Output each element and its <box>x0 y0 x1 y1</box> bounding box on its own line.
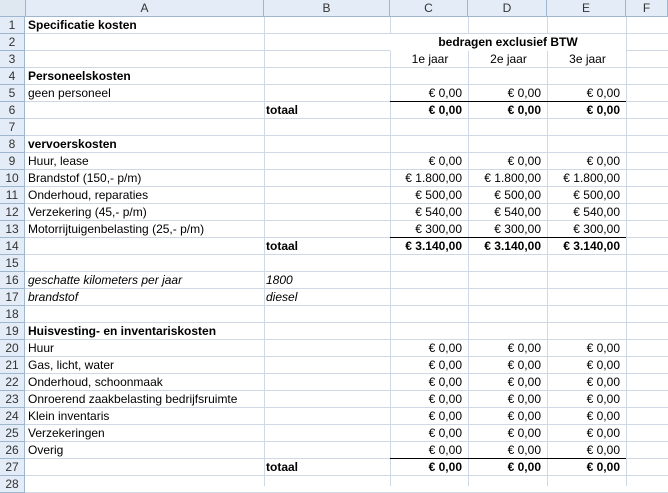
cell-c26[interactable]: € 0,00 <box>428 443 462 457</box>
sheet-row <box>0 221 668 238</box>
sheet-row <box>0 408 668 425</box>
sheet-row <box>0 323 668 340</box>
row-header[interactable]: 7 <box>0 119 25 136</box>
cell-c5[interactable]: € 0,00 <box>428 86 462 100</box>
cell-d26[interactable]: € 0,00 <box>507 443 541 457</box>
cell-e25[interactable]: € 0,00 <box>586 426 620 440</box>
column-header-c[interactable]: C <box>390 0 468 16</box>
row-header[interactable]: 5 <box>0 85 25 102</box>
cell-e22[interactable]: € 0,00 <box>586 375 620 389</box>
cell-a17[interactable]: brandstof <box>28 290 79 304</box>
cell-b16[interactable]: 1800 <box>266 273 293 287</box>
row-header[interactable]: 3 <box>0 51 25 68</box>
column-header-f[interactable]: F <box>626 0 668 16</box>
row-header[interactable]: 1 <box>0 17 25 34</box>
column-header-d[interactable]: D <box>468 0 547 16</box>
cell-a19[interactable]: Huisvesting- en inventariskosten <box>28 324 217 338</box>
sheet-row <box>0 391 668 408</box>
cell-c10[interactable]: € 1.800,00 <box>405 171 462 185</box>
cell-e3[interactable]: 3e jaar <box>569 52 606 66</box>
row-header[interactable]: 16 <box>0 272 25 289</box>
cell-a11[interactable]: Onderhoud, reparaties <box>28 188 149 202</box>
cell-c23[interactable]: € 0,00 <box>428 392 462 406</box>
cell-d20[interactable]: € 0,00 <box>507 341 541 355</box>
row-header[interactable]: 28 <box>0 476 25 493</box>
sheet-row <box>0 119 668 136</box>
cell-c14[interactable]: € 3.140,00 <box>405 239 462 253</box>
column-header-b[interactable]: B <box>264 0 390 16</box>
sheet-rows <box>0 17 668 493</box>
cell-e11[interactable]: € 500,00 <box>573 188 620 202</box>
cell-a4[interactable]: Personeelskosten <box>28 69 131 83</box>
cell-b6[interactable]: totaal <box>266 103 299 117</box>
cell-c6[interactable]: € 0,00 <box>428 103 462 117</box>
sheet-row <box>0 272 668 289</box>
cell-d24[interactable]: € 0,00 <box>507 409 541 423</box>
sheet-row <box>0 442 668 459</box>
cell-e12[interactable]: € 540,00 <box>573 205 620 219</box>
cell-d22[interactable]: € 0,00 <box>507 375 541 389</box>
cell-d9[interactable]: € 0,00 <box>507 154 541 168</box>
row-header[interactable]: 2 <box>0 34 25 51</box>
cell-e27[interactable]: € 0,00 <box>586 460 620 474</box>
row-header[interactable]: 4 <box>0 68 25 85</box>
cell-c12[interactable]: € 540,00 <box>415 205 462 219</box>
cell-a9[interactable]: Huur, lease <box>28 154 89 168</box>
sheet-row <box>0 238 668 255</box>
cell-d14[interactable]: € 3.140,00 <box>484 239 541 253</box>
cell-a1[interactable]: Specificatie kosten <box>28 18 137 32</box>
cell-b17[interactable]: diesel <box>266 290 298 304</box>
cell-c9[interactable]: € 0,00 <box>428 154 462 168</box>
row-header[interactable]: 12 <box>0 204 25 221</box>
sheet-row <box>0 357 668 374</box>
sheet-row <box>0 306 668 323</box>
row-header[interactable]: 6 <box>0 102 25 119</box>
row-header[interactable]: 15 <box>0 255 25 272</box>
cell-a24[interactable]: Klein inventaris <box>28 409 110 423</box>
sheet-row <box>0 136 668 153</box>
cell-a26[interactable]: Overig <box>28 443 64 457</box>
cell-d13[interactable]: € 300,00 <box>494 222 541 236</box>
cell-b14[interactable]: totaal <box>266 239 299 253</box>
row-header[interactable]: 23 <box>0 391 25 408</box>
cell-e5[interactable]: € 0,00 <box>586 86 620 100</box>
cell-a23[interactable]: Onroerend zaakbelasting bedrijfsruimte <box>28 392 238 406</box>
row-header[interactable]: 24 <box>0 408 25 425</box>
cell-a12[interactable]: Verzekering (45,- p/m) <box>28 205 147 219</box>
row-header[interactable]: 18 <box>0 306 25 323</box>
cell-e10[interactable]: € 1.800,00 <box>563 171 620 185</box>
row-header[interactable]: 14 <box>0 238 25 255</box>
cell-d10[interactable]: € 1.800,00 <box>484 171 541 185</box>
row-header[interactable]: 17 <box>0 289 25 306</box>
sheet-row <box>0 425 668 442</box>
row-header[interactable]: 26 <box>0 442 25 459</box>
cell-a25[interactable]: Verzekeringen <box>28 426 105 440</box>
cell-d6[interactable]: € 0,00 <box>507 103 541 117</box>
cell-c24[interactable]: € 0,00 <box>428 409 462 423</box>
cell-d23[interactable]: € 0,00 <box>507 392 541 406</box>
row-header[interactable]: 19 <box>0 323 25 340</box>
cell-a10[interactable]: Brandstof (150,- p/m) <box>28 171 142 185</box>
cell-a22[interactable]: Onderhoud, schoonmaak <box>28 375 163 389</box>
sheet-row <box>0 51 668 68</box>
cell-d25[interactable]: € 0,00 <box>507 426 541 440</box>
select-all-corner[interactable] <box>0 0 26 16</box>
cell-b27[interactable]: totaal <box>266 460 299 474</box>
cell-d5[interactable]: € 0,00 <box>507 86 541 100</box>
sheet-row <box>0 204 668 221</box>
column-header-a[interactable]: A <box>26 0 264 16</box>
cell-a16[interactable]: geschatte kilometers per jaar <box>28 273 183 287</box>
sheet-row <box>0 17 668 34</box>
cell-a8[interactable]: vervoerskosten <box>28 137 117 151</box>
cell-a20[interactable]: Huur <box>28 341 55 355</box>
row-header[interactable]: 13 <box>0 221 25 238</box>
column-header-bar <box>0 0 668 17</box>
sheet-row <box>0 153 668 170</box>
sheet-row <box>0 68 668 85</box>
row-header[interactable]: 11 <box>0 187 25 204</box>
cell-e21[interactable]: € 0,00 <box>586 358 620 372</box>
row-header[interactable]: 10 <box>0 170 25 187</box>
cell-c11[interactable]: € 500,00 <box>415 188 462 202</box>
sheet-row <box>0 340 668 357</box>
cell-a21[interactable]: Gas, licht, water <box>28 358 115 372</box>
cell-c22[interactable]: € 0,00 <box>428 375 462 389</box>
cell-e6[interactable]: € 0,00 <box>586 103 620 117</box>
sheet-row <box>0 187 668 204</box>
cell-e13[interactable]: € 300,00 <box>573 222 620 236</box>
cell-a5[interactable]: geen personeel <box>28 86 111 100</box>
cell-c27[interactable]: € 0,00 <box>428 460 462 474</box>
cell-c20[interactable]: € 0,00 <box>428 341 462 355</box>
sheet-row <box>0 476 668 493</box>
cell-e20[interactable]: € 0,00 <box>586 341 620 355</box>
sheet-row <box>0 34 668 51</box>
cell-c13[interactable]: € 300,00 <box>415 222 462 236</box>
cell-d21[interactable]: € 0,00 <box>507 358 541 372</box>
row-header[interactable]: 21 <box>0 357 25 374</box>
cell-e14[interactable]: € 3.140,00 <box>563 239 620 253</box>
sheet-row <box>0 255 668 272</box>
sheet-row <box>0 85 668 102</box>
cell-c21[interactable]: € 0,00 <box>428 358 462 372</box>
row-header[interactable]: 25 <box>0 425 25 442</box>
sheet-row <box>0 459 668 476</box>
cell-c3[interactable]: 1e jaar <box>411 52 449 66</box>
sheet-row <box>0 374 668 391</box>
column-header-e[interactable]: E <box>547 0 626 16</box>
sheet-row <box>0 289 668 306</box>
sheet-row <box>0 102 668 119</box>
cell-d11[interactable]: € 500,00 <box>494 188 541 202</box>
cell-e24[interactable]: € 0,00 <box>586 409 620 423</box>
row-header[interactable]: 20 <box>0 340 25 357</box>
sheet-row <box>0 170 668 187</box>
row-header[interactable]: 9 <box>0 153 25 170</box>
cell-d27[interactable]: € 0,00 <box>507 460 541 474</box>
cell-e23[interactable]: € 0,00 <box>586 392 620 406</box>
row-header[interactable]: 27 <box>0 459 25 476</box>
cell-d12[interactable]: € 540,00 <box>494 205 541 219</box>
cell-e9[interactable]: € 0,00 <box>586 154 620 168</box>
cell-d3[interactable]: 2e jaar <box>490 52 527 66</box>
row-header[interactable]: 8 <box>0 136 25 153</box>
cell-e26[interactable]: € 0,00 <box>586 443 620 457</box>
row-header[interactable]: 22 <box>0 374 25 391</box>
cell-a13[interactable]: Motorrijtuigenbelasting (25,- p/m) <box>28 222 205 236</box>
amounts-header[interactable]: bedragen exclusief BTW <box>390 34 626 51</box>
cell-c25[interactable]: € 0,00 <box>428 426 462 440</box>
